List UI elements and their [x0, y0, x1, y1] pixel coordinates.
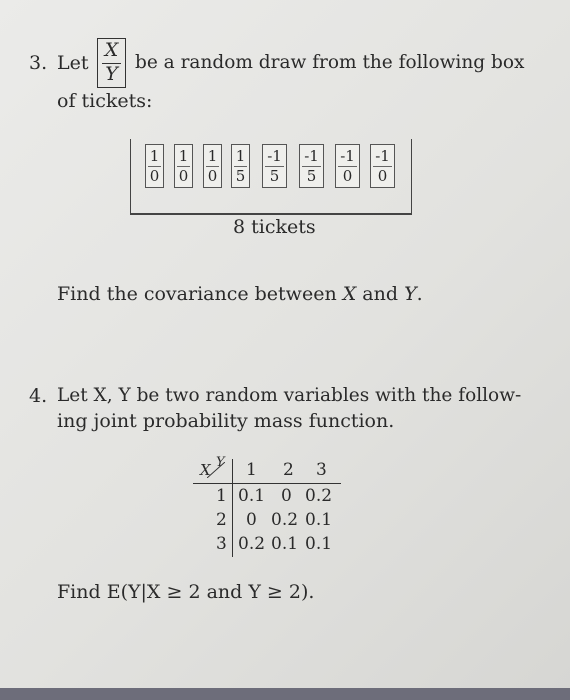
- ticket-top-value: 1: [149, 147, 160, 165]
- question-and: and: [356, 283, 405, 305]
- bottom-edge-strip: [0, 688, 570, 700]
- ticket-bottom-value: 5: [269, 167, 280, 185]
- problem-4-line1: Let X, Y be two random variables with the follow-: [57, 385, 522, 406]
- question-x: X: [342, 283, 357, 305]
- problem-3-number: 3.: [29, 52, 48, 74]
- problem-3-question: [57, 285, 423, 304]
- table-cell: 0.1: [238, 486, 266, 506]
- ticket-1: [145, 144, 164, 188]
- table-cell: 0.1: [305, 510, 333, 530]
- ticket-bottom-value: 0: [377, 167, 388, 185]
- ticket-top-value: 1: [207, 147, 218, 165]
- tickets-caption: 8 tickets: [233, 216, 316, 238]
- row-header-3: 3: [216, 534, 227, 554]
- table-corner-y: Y: [216, 455, 225, 470]
- problem-4-question: Find E(Y|X ≥ 2 and Y ≥ 2).: [57, 581, 315, 603]
- ticket-top-value: -1: [304, 147, 319, 165]
- ticket-top-value: -1: [375, 147, 390, 165]
- ticket-bottom-value: 5: [306, 167, 317, 185]
- ticket-bottom-value: 5: [235, 167, 246, 185]
- ticket-bottom-value: 0: [149, 167, 160, 185]
- table-corner-x: X: [200, 461, 211, 479]
- table-horizontal-rule: [193, 483, 341, 484]
- question-end: .: [416, 283, 423, 305]
- ticket-4: [231, 144, 250, 188]
- table-cell: 0.1: [305, 534, 333, 554]
- col-header-3: 3: [316, 460, 327, 480]
- question-y: Y: [404, 283, 417, 305]
- problem-3-let: Let: [57, 52, 89, 74]
- row-header-1: 1: [216, 486, 227, 506]
- table-cell: 0: [281, 486, 292, 506]
- table-cell: 0.2: [271, 510, 299, 530]
- ticket-top-value: -1: [267, 147, 282, 165]
- table-cell: 0: [246, 510, 257, 530]
- table-vertical-rule: [232, 459, 233, 557]
- row-header-2: 2: [216, 510, 227, 530]
- ticket-2: [174, 144, 193, 188]
- problem-4-number: 4.: [29, 385, 48, 407]
- ticket-bottom-value: 0: [207, 167, 218, 185]
- box-y-label: Y: [105, 63, 118, 85]
- ticket-5: [262, 144, 287, 188]
- problem-4-line2: ing joint probability mass function.: [57, 410, 395, 432]
- question-prefix: Find the covariance between: [57, 283, 343, 305]
- ticket-6: [299, 144, 324, 188]
- ticket-3: [203, 144, 222, 188]
- col-header-1: 1: [246, 460, 257, 480]
- ticket-7: [335, 144, 360, 188]
- col-header-2: 2: [283, 460, 294, 480]
- problem-3-text-line2: of tickets:: [57, 90, 153, 112]
- ticket-bottom-value: 0: [342, 167, 353, 185]
- ticket-top-value: 1: [178, 147, 189, 165]
- ticket-top-value: -1: [340, 147, 355, 165]
- table-cell: 0.1: [271, 534, 299, 554]
- problem-3-text-line1: be a random draw from the following box: [135, 52, 525, 73]
- xy-stacked-box: [97, 38, 126, 88]
- table-cell: 0.2: [238, 534, 266, 554]
- box-x-label: X: [104, 39, 119, 61]
- ticket-8: [370, 144, 395, 188]
- ticket-bottom-value: 0: [178, 167, 189, 185]
- ticket-top-value: 1: [235, 147, 246, 165]
- table-cell: 0.2: [305, 486, 333, 506]
